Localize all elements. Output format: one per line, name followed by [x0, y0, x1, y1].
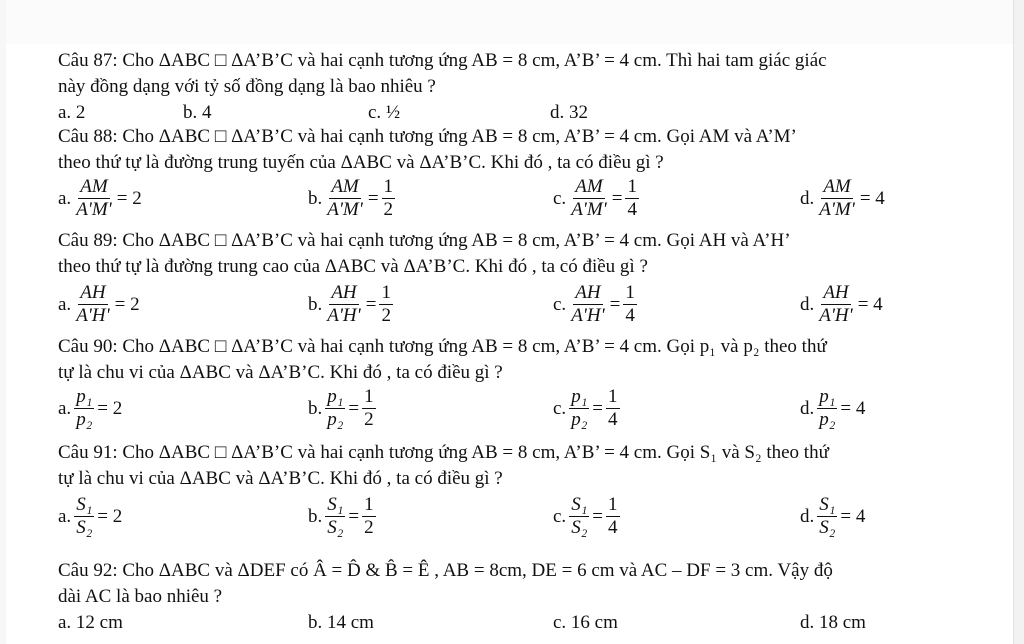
q88-c-fnum: 1 — [627, 176, 637, 197]
q88-d-den: A'M' — [819, 199, 855, 220]
q91-option-a — [58, 494, 122, 539]
q88-c-value-frac — [625, 176, 639, 221]
q89-line2: theo thứ tự là đường trung cao của ΔABC và ΔA’B’C. Khi đó , ta có điều gì ? — [58, 256, 648, 277]
q90-a-den: p₂ — [76, 409, 93, 430]
left-margin — [0, 0, 6, 644]
q91-b-fraction — [325, 494, 345, 539]
q87-option-b: b. 4 — [183, 102, 212, 123]
q88-d-num: AM — [823, 176, 851, 197]
q91-d-den: S₂ — [819, 517, 836, 538]
q88-b-fnum: 1 — [383, 176, 394, 197]
q88-options — [58, 176, 988, 228]
q91-d-label: d. — [800, 505, 815, 527]
q88-b-den: A'M' — [327, 199, 363, 220]
q91-b-fnum: 1 — [364, 494, 374, 515]
q88-c-den: A'M' — [571, 199, 607, 220]
q91-b-label: b. — [308, 505, 323, 527]
q87-option-a: a. 2 — [58, 102, 86, 123]
q91-options — [58, 494, 988, 546]
q87-line2: này đồng dạng với tỷ số đồng dạng là bao nhiêu ? — [58, 76, 436, 97]
q89-c-eq: = — [609, 293, 621, 315]
q90-line1: Câu 90: Cho ΔABC □ ΔA’B’C và hai cạnh tương ứng AB = 8 cm, A’B’ = 4 cm. Gọi p₁ và p₂ theo thứ — [58, 336, 827, 357]
q89-c-value-frac — [623, 282, 637, 327]
q90-d-fraction — [817, 386, 837, 431]
q90-b-eq: = — [348, 397, 360, 419]
q90-b-fraction — [325, 386, 345, 431]
q91-line1: Câu 91: Cho ΔABC □ ΔA’B’C và hai cạnh tương ứng AB = 8 cm, A’B’ = 4 cm. Gọi S₁ và S₂ theo thứ — [58, 442, 829, 463]
q91-a-fraction — [74, 494, 94, 539]
q90-b-label: b. — [308, 397, 323, 419]
q89-b-den: A'H' — [327, 305, 361, 326]
q89-b-fden: 2 — [381, 305, 391, 326]
q88-option-d — [800, 176, 885, 221]
q90-options — [58, 386, 988, 438]
q89-d-num: AH — [823, 282, 849, 303]
q92-option-c: c. 16 cm — [553, 612, 618, 633]
q88-a-num: AM — [80, 176, 108, 197]
q88-a-value: = 2 — [116, 187, 142, 209]
q90-option-a — [58, 386, 122, 431]
q89-b-fnum: 1 — [381, 282, 391, 303]
q88-b-fraction — [325, 176, 365, 221]
q91-a-label: a. — [58, 505, 72, 527]
q88-d-fraction — [817, 176, 857, 221]
q92-options — [58, 612, 988, 636]
q90-a-value: = 2 — [97, 397, 123, 419]
q88-option-b — [308, 176, 398, 221]
q90-d-label: d. — [800, 397, 815, 419]
q91-b-den: S₂ — [327, 517, 344, 538]
q90-c-num: p₁ — [571, 386, 588, 407]
q89-b-num: AH — [331, 282, 357, 303]
q88-option-c — [553, 176, 642, 221]
q90-c-fraction — [569, 386, 589, 431]
q87-options — [58, 102, 988, 126]
q91-b-eq: = — [348, 505, 360, 527]
q91-a-value: = 2 — [97, 505, 123, 527]
q88-b-fden: 2 — [383, 199, 394, 220]
q89-c-label: c. — [553, 293, 567, 315]
q91-option-c — [553, 494, 623, 539]
q90-d-value: = 4 — [840, 397, 866, 419]
right-scroll-edge[interactable] — [1013, 0, 1024, 644]
q88-b-value-frac — [382, 176, 396, 221]
q87-option-c: c. ½ — [368, 102, 401, 123]
q88-option-a — [58, 176, 142, 221]
q89-c-num: AH — [575, 282, 601, 303]
q87-option-d: d. 32 — [550, 102, 588, 123]
q90-option-d — [800, 386, 865, 431]
q90-a-fraction — [74, 386, 94, 431]
q89-b-eq: = — [365, 293, 377, 315]
q89-options — [58, 282, 988, 334]
q91-b-value-frac — [362, 494, 376, 539]
q89-b-value-frac — [379, 282, 393, 327]
q89-c-fden: 4 — [625, 305, 635, 326]
q91-b-fden: 2 — [364, 517, 374, 538]
q89-c-fraction — [569, 282, 606, 327]
q89-option-a — [58, 282, 140, 327]
q90-d-num: p₁ — [819, 386, 836, 407]
q90-c-den: p₂ — [571, 409, 588, 430]
q89-a-fraction — [74, 282, 111, 327]
q90-b-num: p₁ — [327, 386, 344, 407]
q90-b-fnum: 1 — [364, 386, 374, 407]
q89-a-value: = 2 — [114, 293, 140, 315]
q91-d-fraction — [817, 494, 837, 539]
q89-d-fraction — [817, 282, 854, 327]
q89-option-b — [308, 282, 396, 327]
q90-a-num: p₁ — [76, 386, 93, 407]
top-margin — [0, 0, 1024, 44]
q91-c-eq: = — [592, 505, 604, 527]
q88-a-den: A'M' — [76, 199, 112, 220]
q89-option-d — [800, 282, 883, 327]
q90-d-den: p₂ — [819, 409, 836, 430]
q91-c-label: c. — [553, 505, 567, 527]
q92-option-b: b. 14 cm — [308, 612, 374, 633]
q88-a-label: a. — [58, 187, 72, 209]
q88-c-eq: = — [611, 187, 623, 209]
q89-line1: Câu 89: Cho ΔABC □ ΔA’B’C và hai cạnh tương ứng AB = 8 cm, A’B’ = 4 cm. Gọi AH và A’H’ — [58, 230, 791, 251]
q89-d-label: d. — [800, 293, 815, 315]
q88-line1: Câu 88: Cho ΔABC □ ΔA’B’C và hai cạnh tương ứng AB = 8 cm, A’B’ = 4 cm. Gọi AM và A’M’ — [58, 126, 797, 147]
q90-c-eq: = — [592, 397, 604, 419]
q88-a-fraction — [74, 176, 114, 221]
q89-a-den: A'H' — [76, 305, 110, 326]
q90-c-fden: 4 — [608, 409, 618, 430]
q89-b-fraction — [325, 282, 362, 327]
q89-b-label: b. — [308, 293, 323, 315]
q91-option-b — [308, 494, 379, 539]
q90-a-label: a. — [58, 397, 72, 419]
q91-a-den: S₂ — [76, 517, 93, 538]
q90-option-b — [308, 386, 379, 431]
q91-d-num: S₁ — [819, 494, 836, 515]
q92-line2: dài AC là bao nhiêu ? — [58, 586, 223, 607]
q88-b-eq: = — [367, 187, 379, 209]
q88-line2: theo thứ tự là đường trung tuyến của ΔABC và ΔA’B’C. Khi đó , ta có điều gì ? — [58, 152, 664, 173]
q90-c-label: c. — [553, 397, 567, 419]
q90-option-c — [553, 386, 623, 431]
q89-d-den: A'H' — [819, 305, 853, 326]
q88-b-num: AM — [331, 176, 359, 197]
q89-option-c — [553, 282, 640, 327]
q87-line1: Câu 87: Cho ΔABC □ ΔA’B’C và hai cạnh tương ứng AB = 8 cm, A’B’ = 4 cm. Thì hai tam giác giác — [58, 50, 827, 71]
q90-c-fnum: 1 — [608, 386, 618, 407]
q88-c-fden: 4 — [627, 199, 637, 220]
q90-c-value-frac — [606, 386, 620, 431]
q90-b-value-frac — [362, 386, 376, 431]
q90-line2: tự là chu vi của ΔABC và ΔA’B’C. Khi đó , ta có điều gì ? — [58, 362, 503, 383]
q88-b-label: b. — [308, 187, 323, 209]
q91-c-value-frac — [606, 494, 620, 539]
q91-c-fden: 4 — [608, 517, 618, 538]
q88-d-label: d. — [800, 187, 815, 209]
q92-option-a: a. 12 cm — [58, 612, 123, 633]
q91-option-d — [800, 494, 865, 539]
q92-line1: Câu 92: Cho ΔABC và ΔDEF có Â = D̂ & B̂ = Ê , AB = 8cm, DE = 6 cm và AC – DF = 3 cm. Vậy độ — [58, 560, 833, 581]
q91-c-den: S₂ — [571, 517, 588, 538]
q89-c-fnum: 1 — [625, 282, 635, 303]
q91-d-value: = 4 — [840, 505, 866, 527]
q91-a-num: S₁ — [76, 494, 93, 515]
q91-c-fraction — [569, 494, 589, 539]
q91-line2: tự là chu vi của ΔABC và ΔA’B’C. Khi đó , ta có điều gì ? — [58, 468, 503, 489]
q90-b-den: p₂ — [327, 409, 344, 430]
q89-a-num: AH — [80, 282, 106, 303]
q91-c-num: S₁ — [571, 494, 588, 515]
q88-d-value: = 4 — [859, 187, 885, 209]
q88-c-num: AM — [575, 176, 603, 197]
q91-b-num: S₁ — [327, 494, 344, 515]
q89-a-label: a. — [58, 293, 72, 315]
q92-option-d: d. 18 cm — [800, 612, 866, 633]
q88-c-fraction — [569, 176, 609, 221]
q90-b-fden: 2 — [364, 409, 374, 430]
q91-c-fnum: 1 — [608, 494, 618, 515]
q89-d-value: = 4 — [857, 293, 883, 315]
q89-c-den: A'H' — [571, 305, 605, 326]
q88-c-label: c. — [553, 187, 567, 209]
